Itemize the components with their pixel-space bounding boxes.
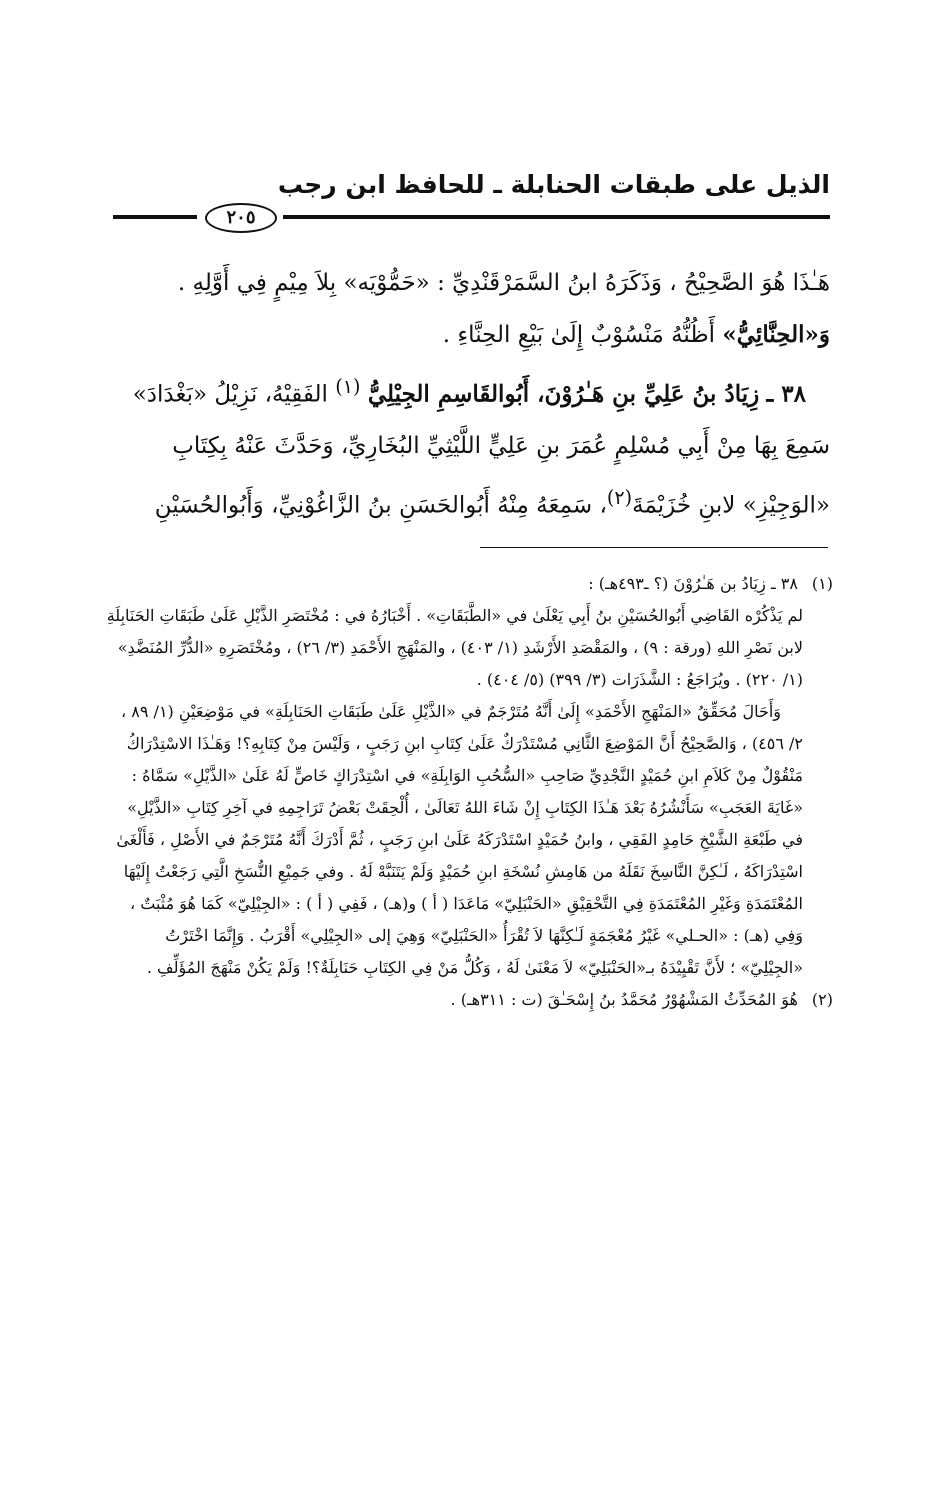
footnote-separator bbox=[480, 547, 828, 548]
footnotes bbox=[105, 568, 833, 1016]
footnote-1-heading bbox=[105, 568, 833, 600]
footnote-1-para-1: لم يَذْكُرْه القَاضِي أَبُوالحُسَيْنِ بنُ أَبِي يَعْلَىٰ في «الطَّبَقَاتِ» . أَخْبَارُهُ في : مُخْتَصَرِ الذَّيْلِ عَلَىٰ طَبَقَاتِ الحَنَابِلَةِ لابن نَصْرِ اللهِ (ورقة : ٩) ، والمَقْصَدِ الأَرْشَدِ (١/ ٤٠٣) ، والمَنْهَجِ الأَحْمَدِ (٣/ ٢٦) ، ومُخْتَصَرِهِ «الدُّرِّ المُنَضَّدِ» (١/ ٢٢٠) . ويُرَاجَعُ : الشَّذَرَات (٣/ ٣٩٩) (٥/ ٤٠٤) . bbox=[106, 606, 803, 689]
entry-number: ٣٨ ـ bbox=[766, 380, 806, 408]
entry-text: الفَقِيْهُ، نَزِيْلُ «بَغْدَادَ» سَمِعَ بِهَا مِنْ أَبِي مُسْلِمٍ عُمَرَ بنِ عَلِيٍّ اللَّيْثِيِّ البُخَارِيِّ، وَحَدَّثَ عَنْهُ بِكِتَابِ «الوَجِيْزِ» لابنِ خُزَيْمَةَ bbox=[132, 381, 830, 519]
footnote-1-title: ٣٨ ـ زِيَادُ بن هَـٰرُوْنَ (؟ ـ٤٩٣هـ) : bbox=[588, 574, 798, 593]
footnote-ref-2: (٢) bbox=[606, 485, 633, 509]
nisba-term: وَ«الحِنَّائِيُّ» bbox=[722, 321, 830, 348]
main-text bbox=[108, 258, 830, 531]
header-rule-left bbox=[113, 215, 197, 219]
footnote-2-text: هُوَ المُحَدِّثُ المَشْهُوْرُ مُحَمَّدُ بنُ إِسْحَـٰقَ (ت : ٣١١هـ) . bbox=[450, 990, 798, 1009]
entry-name: زِيَادُ بنُ عَلِيِّ بنِ هَـٰرُوْنَ، أَبُوالقَاسِمِ الجِيْلِيُّ bbox=[367, 380, 760, 408]
entry-tail: ، سَمِعَهُ مِنْهُ أَبُوالحَسَنِ بنُ الزَّاغُوْنِيِّ، وَأَبُوالحُسَيْنِ bbox=[154, 492, 607, 519]
page-number: ٢٠٥ bbox=[205, 203, 277, 233]
header-rule bbox=[113, 203, 830, 231]
footnote-1-marker: (١) bbox=[811, 574, 833, 593]
running-title: الذيل على طبقات الحنابلة ـ للحافظ ابن رجب bbox=[277, 170, 830, 199]
footnote-2 bbox=[105, 984, 833, 1016]
header-rule-right bbox=[283, 215, 830, 219]
biography-entry bbox=[108, 361, 830, 531]
footnote-2-marker: (٢) bbox=[811, 990, 833, 1009]
main-line-2 bbox=[108, 309, 830, 361]
footnote-ref-1: (١) bbox=[335, 375, 361, 398]
main-line-1: هَـٰذَا هُوَ الصَّحِيْحُ ، وَذَكَرَهُ ابنُ السَّمَرْقَنْدِيِّ : «حَمُّوْيَه» بِلاَ مِيْمٍ فِي أَوَّلِهِ . bbox=[177, 270, 830, 296]
footnote-1-para-2: وَأَحَالَ مُحَقِّقُ «المَنْهَجِ الأَحْمَدِ» إِلَىٰ أَنَّهُ مُتَرْجَمٌ في «الذَّيْلِ عَلَىٰ طَبَقَاتِ الحَنَابِلَةِ» في مَوْضِعَيْنِ (١/ ٨٩ ، ٢/ ٤٥٦) ، وَالصَّحِيْحُ أَنَّ المَوْضِعَ الثَّانِي مُسْتَدْرَكٌ عَلَىٰ كِتَابِ ابنِ رَجَبٍ ، وَلَيْسَ مِنْ كِتَابِهِ؟! وَهَـٰذَا الاسْتِدْرَاكُ مَنْقُوْلٌ مِنْ كَلاَمِ ابنِ حُمَيْدٍ النَّجْدِيِّ صَاحِبِ «السُّحُبِ الوَابِلَةِ» في اسْتِدْرَاكٍ خَاصٍّ لَهُ عَلَىٰ «الذَّيْلِ» سَمَّاهُ : «غَايَةَ العَجَبِ» سَأَنْشُرُهُ بَعْدَ هَـٰذَا الكِتَابِ إِنْ شَاءَ اللهُ تَعَالَىٰ ، أُلْحِقَتْ بَعْضُ تَرَاجِمِهِ في آخِرِ كِتَابِ «الذَّيْلِ» في طَبْعَةِ الشَّيْخِ حَامِدٍ الفَقِي ، وابنُ حُمَيْدٍ اسْتَدْرَكَهُ عَلَىٰ ابنِ رَجَبٍ ، ثُمَّ أَدْرَكَ أَنَّهُ مُتَرْجَمٌ في الأَصْلِ ، فَأَلْغَىٰ اسْتِدْرَاكَهُ ، لَـٰكِنَّ النَّاسِخَ نَقَلَهُ من هَامِشِ نُسْخَةِ ابنِ حُمَيْدٍ وَلَمْ يَتَنَبَّهْ لَهُ . وفي جَمِيْعِ النُّسَخِ الَّتِي رَجَعْتُ إِلَيْهَا المُعْتَمَدَةِ وَغَيْرِ المُعْتَمَدَةِ فِي التَّحْقِيْقِ «الحَنْبَلِيّ» مَاعَدَا ( أ ) و(هـ) ، فَفِي ( أ ) : «الجِيْلِيّ» كَمَا هُوَ مُثْبَتٌ ، وَفِي (هـ) : «الحـلي» غَيْرُ مُعْجَمَةٍ لَـٰكِنَّهَا لاَ تُقْرَأُ «الحَنْبَلِيّ» وَهِيَ إلى «الجِيْلِي» أَقْرَبُ . وَإِنَّمَا اخْتَرْتُ «الجِيْلِيّ» ؛ لأَنَّ تَقْيِيْدَهُ بـ«الحَنْبَلِيّ» لاَ مَعْنَىٰ لَهُ ، وَكُلُّ مَنْ فِي الكِتَابِ حَنَابِلَةٌ؟! وَلَمْ يَكُنْ مَنْهَجَ المُؤَلِّفِ . bbox=[116, 702, 803, 977]
main-line-2-rest: أَظُنُّهُ مَنْسُوْبٌ إِلَىٰ بَيْعِ الحِنَّاءِ . bbox=[442, 322, 716, 348]
